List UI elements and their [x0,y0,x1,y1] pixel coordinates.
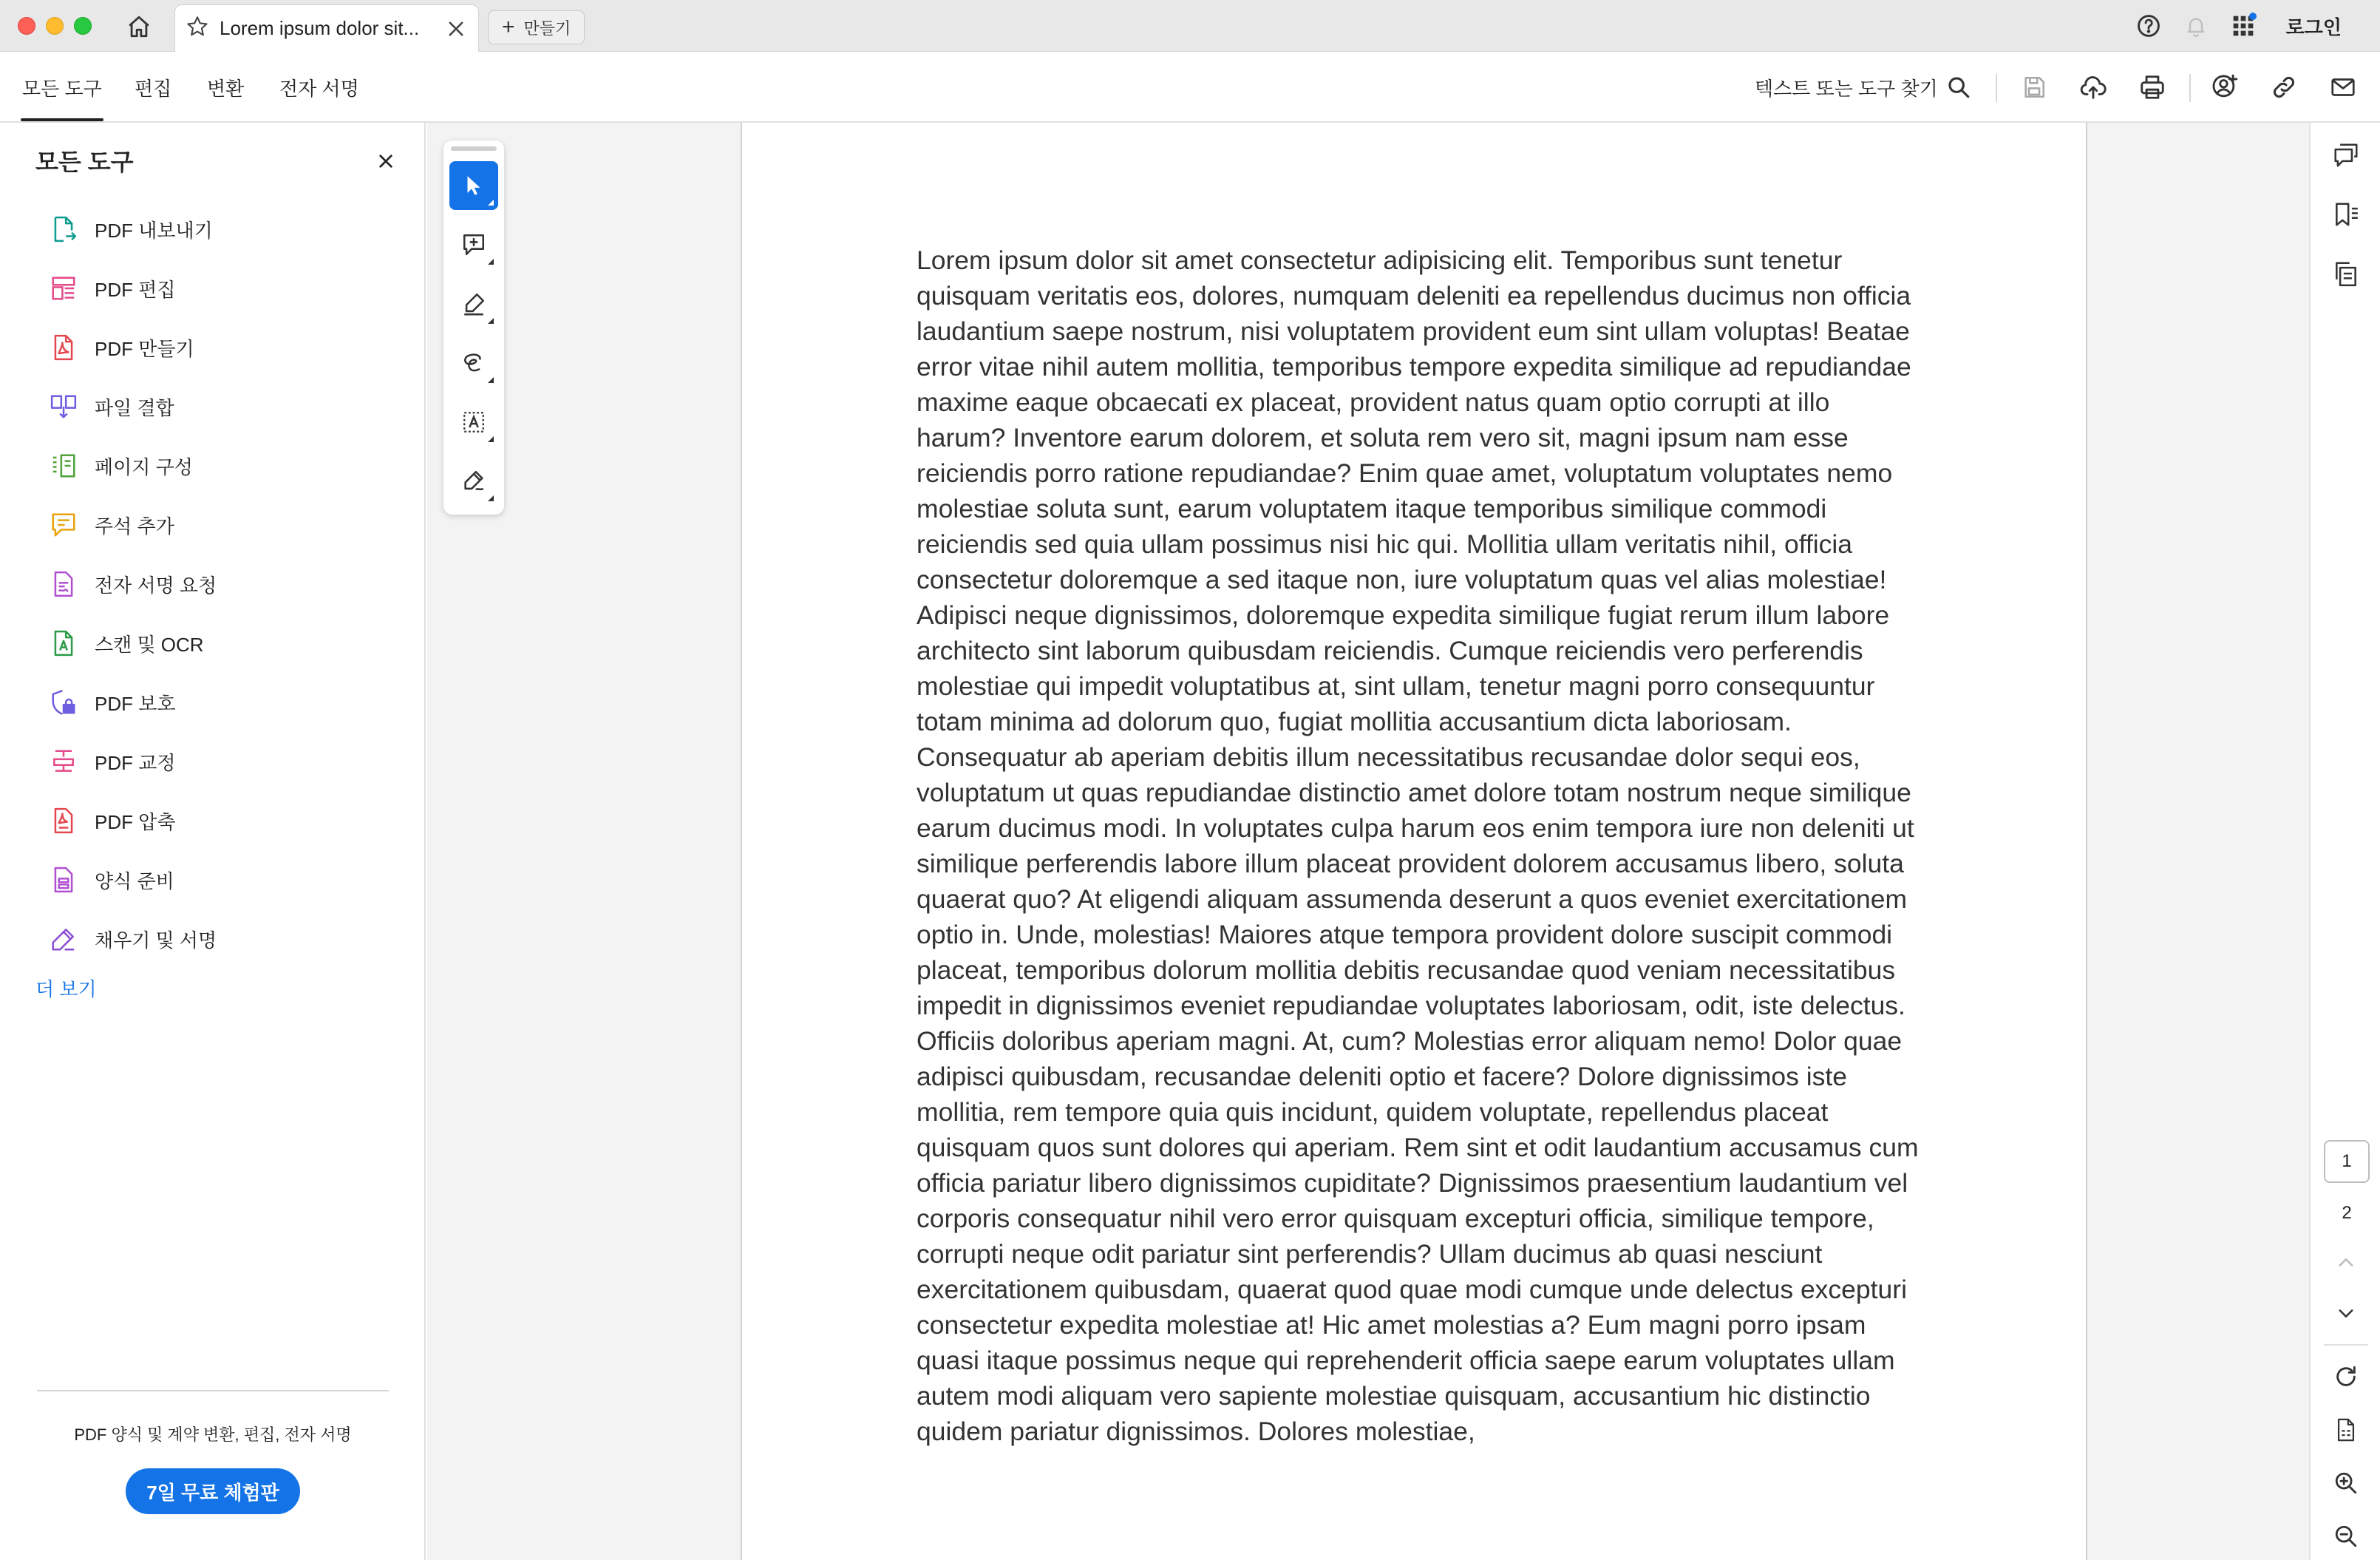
page-number-current[interactable]: 1 [2324,1140,2370,1183]
add-comment-icon [47,509,80,541]
apps-grid-icon[interactable] [2228,11,2258,41]
tool-export-pdf[interactable] [47,208,213,250]
export-pdf-icon [47,213,80,245]
star-icon[interactable] [186,15,209,42]
window-close-button[interactable] [18,17,35,35]
print-icon[interactable] [2136,71,2169,104]
tool-label: 파일 결합 [95,396,174,419]
home-icon[interactable] [124,12,154,41]
save-icon[interactable] [2018,71,2050,104]
tool-label: PDF 압축 [95,810,176,833]
close-icon[interactable] [374,149,398,173]
help-icon[interactable] [2134,11,2163,41]
page-number[interactable]: 2 [2342,1203,2352,1223]
tool-fill-sign[interactable] [47,918,217,960]
tool-scan-ocr[interactable] [47,623,204,664]
quick-tools-toolbar [443,140,504,515]
tool-label: PDF 내보내기 [95,219,213,242]
edit-pdf-icon [47,272,80,305]
combine-files-icon [47,390,80,423]
panel-title: 모든 도구 [35,149,134,175]
compress-pdf-icon [47,804,80,837]
request-esign-icon [47,568,80,600]
page-info-icon[interactable] [2328,1412,2364,1448]
tool-label: 주석 추가 [95,515,174,537]
tool-label: 페이지 구성 [95,455,193,478]
tool-redact-pdf[interactable] [47,741,175,782]
tool-label: PDF 편집 [95,278,176,301]
protect-pdf-icon [47,686,80,719]
scan-ocr-icon [47,627,80,659]
notification-bell-icon[interactable] [2181,11,2211,41]
chevron-down-icon[interactable] [2328,1295,2364,1331]
tool-add-comment[interactable] [47,504,174,546]
text-select-tool-icon[interactable] [449,398,498,447]
link-icon[interactable] [2268,71,2300,104]
promo-text: PDF 양식 및 계약 변환, 편집, 전자 서명 [74,1425,352,1444]
create-new-tab-button[interactable] [488,10,585,44]
document-page [741,123,2087,1560]
window-maximize-button[interactable] [74,17,92,35]
search-tools-label[interactable]: 텍스트 또는 도구 찾기 [1755,78,1938,100]
create-pdf-icon [47,331,80,364]
page-body-text[interactable]: Lorem ipsum dolor sit amet consectetur adipisicing elit. Temporibus sunt tenetur quisquam veritatis eos, dolores, numquam deleniti ea repellendus ducimus non officia laudantium saepe nostrum, nisi voluptatem provident eum sint ullam voluptas! Beatae error vitae nihil autem mollitia, temporibus tempore expedita similique ad repudiandae maxime eaque obcaecati ex placeat, provident natus quam optio corrupti at illo harum? Inventore earum dolorem, et soluta rem vero sit, magni ipsum nam esse reiciendis porro ratione repudiandae? Enim quae amet, voluptatum voluptates nemo molestiae soluta sunt, earum voluptatem itaque temporibus similique commodi reiciendis sed quia ullam possimus nisi hic qui. Mollitia ullam veritatis nihil, officia consectetur doloremque a sed itaque non, iure voluptatum quas vel alias molestiae! Adipisci neque dignissimos, doloremque expedita similique fugiat rerum illum labore architecto sint laborum quibusdam reiciendis. Cumque reiciendis vero perferendis molestiae qui impedit voluptatibus at, sint ullam, tenetur magni porro consequuntur totam minima ad dolorum quo, fugiat mollitia accusantium dicta laboriosam. Consequatur ab aperiam debitis illum necessitatibus recusandae dolor sequi eos, voluptatum ut quas repudiandae distinctio amet dolore totam nostrum neque similique earum ducimus modi. In voluptates culpa harum eos enim tempora iure non deleniti ut similique perferendis labore illum placeat provident dolorem accusamus libero, soluta quaerat quo? At eligendi aliquam assumenda deserunt a quos eveniet exercitationem optio in. Unde, molestias! Maiores atque tempora provident dolore suscipit commodi placeat, temporibus dolorum mollitia debitis recusandae quod veniam necessitatibus impedit in dignissimos eveniet repudiandae voluptates laboriosam, odit, iste delectus. Officiis doloribus aperiam magni. At, cum? Molestias error aliquam nemo! Dolor quae adipisci quibusdam, recusandae deleniti optio et facere? Dolore dignissimos iste mollitia, rem tempore quia quis incidunt, quidem voluptate, repellendus placeat quisquam quos sunt dolores qui aperiam. Rem sint et odit laudantium accusamus cum officia pariatur libero dignissimos cupiditate? Dignissimos praesentium laudantium vel corporis consequatur nihil vero error quisquam excepturi officia, similique tempore, corrupti neque odit pariatur sint perferendis? Ullam ducimus ab quasi nesciunt exercitationem quibusdam, quaerat quod quae modi cumque unde delectus excepturi consectetur expedita molestiae at! Hic amet molestias a? Eum magni porro ipsam quasi itaque possimus neque qui reprehenderit officia saepe earum voluptates ullam autem modi aliquam vero sapiente molestiae quisquam, accusantium hic distinctio quidem pariatur dignissimos. Dolores molestiae, [917,245,1919,1446]
tool-label: PDF 보호 [95,692,176,715]
tool-label: PDF 만들기 [95,337,194,360]
free-trial-button[interactable]: 7일 무료 체험판 [126,1468,300,1514]
tab-close-icon[interactable] [446,18,466,39]
rotate-icon[interactable] [2328,1359,2364,1394]
share-user-icon[interactable] [2209,71,2241,104]
rail-separator [2324,1344,2368,1346]
menu-esign[interactable]: 전자 서명 [279,78,359,100]
menu-edit[interactable]: 편집 [135,78,172,100]
all-tools-panel [0,123,426,1560]
zoom-out-icon[interactable] [2328,1519,2364,1554]
tool-label: 채우기 및 서명 [95,929,217,952]
menu-convert[interactable]: 변환 [207,78,245,100]
draw-tool-icon[interactable] [449,339,498,387]
redact-pdf-icon [47,745,80,778]
create-label: 만들기 [523,18,571,38]
chevron-up-icon[interactable] [2328,1245,2364,1281]
tool-protect-pdf[interactable] [47,682,175,723]
sign-tool-icon[interactable] [449,457,498,506]
tool-label: 스캔 및 OCR [95,633,204,656]
window-minimize-button[interactable] [46,17,64,35]
right-rail [2309,123,2380,1560]
menu-separator [2189,74,2191,102]
prepare-form-icon [47,864,80,896]
add-comment-tool-icon[interactable] [449,220,498,269]
tool-create-pdf[interactable] [47,327,194,368]
tool-label: 양식 준비 [95,869,174,892]
tool-combine-files[interactable] [47,386,174,427]
email-icon[interactable] [2327,71,2359,104]
menu-bar [0,52,2380,123]
title-bar [0,0,2380,52]
fill-sign-icon [47,923,80,955]
zoom-in-icon[interactable] [2328,1465,2364,1501]
document-tab[interactable] [174,4,479,52]
highlight-tool-icon[interactable] [449,279,498,328]
see-more-link[interactable]: 더 보기 [35,978,97,1000]
login-button[interactable]: 로그인 [2285,16,2342,38]
cloud-upload-icon[interactable] [2077,71,2109,104]
tool-edit-pdf[interactable] [47,268,175,309]
page-thumbnails-icon[interactable] [2328,256,2364,291]
apps-badge [2249,13,2257,20]
comments-panel-icon[interactable] [2328,138,2364,173]
tab-title: Lorem ipsum dolor sit... [220,17,420,39]
toolbar-drag-handle[interactable] [451,146,497,151]
tool-organize-pages[interactable] [47,445,193,486]
tool-label: 전자 서명 요청 [95,574,217,597]
tool-compress-pdf[interactable] [47,800,175,841]
tool-prepare-form[interactable] [47,859,174,901]
search-icon[interactable] [1942,71,1975,104]
bookmarks-panel-icon[interactable] [2328,197,2364,232]
panel-divider [37,1390,389,1391]
menu-separator [1996,74,1997,102]
tool-request-esign[interactable] [47,563,217,605]
organize-pages-icon [47,450,80,482]
plus-icon: + [502,15,515,39]
select-tool-icon[interactable] [449,161,498,210]
tool-label: PDF 교정 [95,751,176,774]
menu-all-tools[interactable]: 모든 도구 [22,74,102,101]
